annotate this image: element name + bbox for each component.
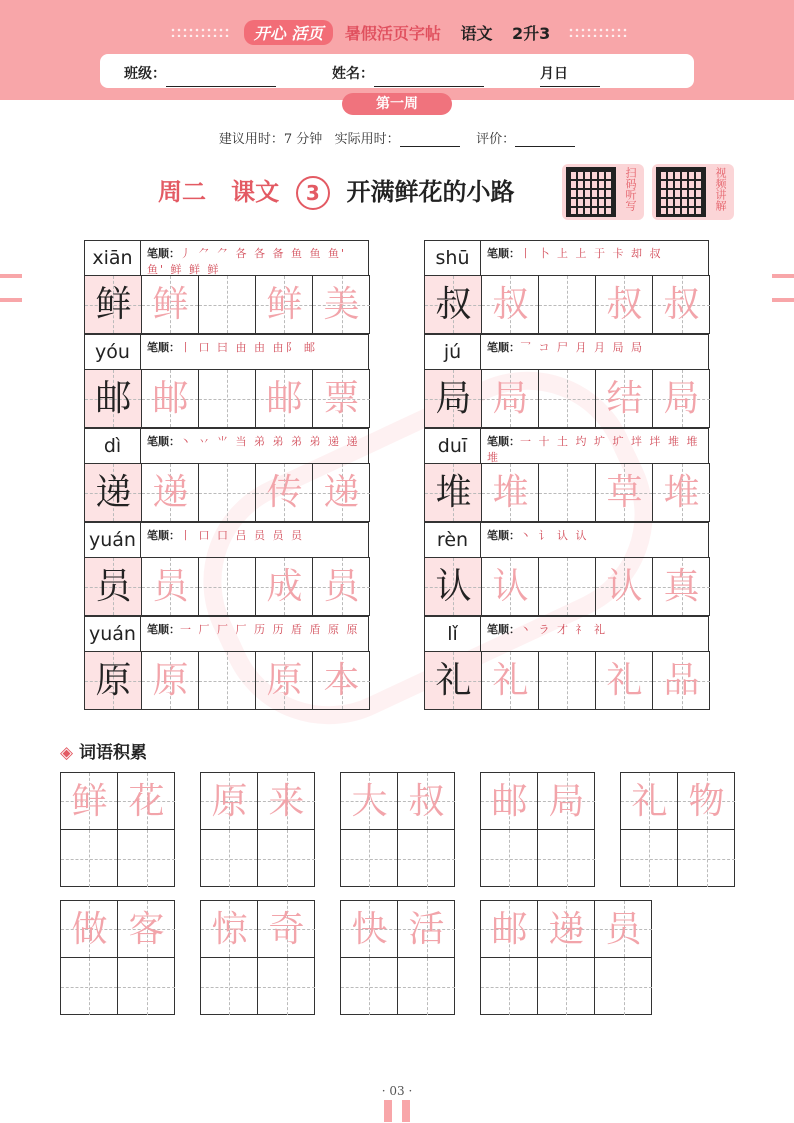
- evaluation-line[interactable]: [515, 132, 575, 147]
- vocab-trace-cell[interactable]: [201, 773, 258, 830]
- model-char: 局: [435, 378, 472, 419]
- lesson-day: 周二: [158, 178, 206, 206]
- stroke-order-cell: [480, 334, 709, 370]
- practice-cell[interactable]: [256, 276, 313, 333]
- stroke-sequence: 丨 口 口 吕 员 员 员: [180, 529, 304, 542]
- trace-char: 叔: [606, 284, 643, 325]
- vocab-blank-cell[interactable]: [678, 830, 735, 887]
- practice-cell[interactable]: [313, 464, 370, 521]
- trace-char: [199, 558, 256, 615]
- practice-row: [84, 463, 370, 522]
- model-char-cell: [85, 464, 142, 521]
- practice-cell[interactable]: [199, 652, 256, 709]
- qr-dictation[interactable]: [562, 164, 644, 220]
- stroke-order-label: 笔顺：: [487, 529, 520, 542]
- trace-char: 递: [152, 472, 189, 513]
- time-line: [0, 128, 794, 147]
- trace-char: 票: [323, 378, 360, 419]
- vocab-trace-cell[interactable]: [258, 773, 315, 830]
- trace-char: [199, 464, 256, 521]
- vocab-trace-char: 员: [605, 909, 642, 950]
- trace-char: 堆: [663, 472, 700, 513]
- stroke-sequence: 一 十 土 圴 圹 圹 坢 坢 堆 堆 堆: [487, 435, 700, 464]
- brand-logo: 开心 活页: [244, 20, 334, 45]
- stroke-sequence: 丶 ラ 才 礻 礼: [520, 623, 607, 636]
- month-label: 月: [540, 66, 554, 82]
- vocab-blank-cell[interactable]: [61, 830, 118, 887]
- practice-cell[interactable]: [482, 464, 539, 521]
- vocab-word-grid: [620, 772, 735, 887]
- vocab-trace-cell[interactable]: [61, 901, 118, 958]
- stroke-order-label: 笔顺：: [487, 435, 520, 448]
- practice-cell[interactable]: [142, 276, 199, 333]
- vocab-trace-char: 惊: [211, 909, 248, 950]
- vocab-trace-cell[interactable]: [61, 773, 118, 830]
- vocab-trace-cell[interactable]: [595, 901, 652, 958]
- stroke-order-label: 笔顺：: [487, 623, 520, 636]
- vocab-blank-cell[interactable]: [118, 830, 175, 887]
- vocab-trace-char: 邮: [491, 781, 528, 822]
- trace-char: 局: [663, 378, 700, 419]
- trace-char: [539, 558, 596, 615]
- practice-cell[interactable]: [653, 276, 710, 333]
- model-char: 邮: [95, 378, 132, 419]
- side-mark-left-1: [0, 274, 22, 278]
- vocab-trace-cell[interactable]: [621, 773, 678, 830]
- qr-code-icon[interactable]: [566, 167, 616, 217]
- vocab-blank-cell[interactable]: [201, 958, 258, 1015]
- practice-cell[interactable]: [482, 652, 539, 709]
- pinyin-cell: yuán: [84, 616, 141, 652]
- model-char-cell: [425, 652, 482, 709]
- stroke-order-label: 笔顺：: [487, 247, 520, 260]
- practice-cell[interactable]: [653, 370, 710, 427]
- trace-char: 真: [663, 566, 700, 607]
- practice-cell[interactable]: [199, 370, 256, 427]
- practice-cell[interactable]: [653, 464, 710, 521]
- vocab-word-grid: [60, 900, 175, 1015]
- practice-cell[interactable]: [596, 464, 653, 521]
- model-char: 礼: [435, 660, 472, 701]
- practice-row: [84, 275, 370, 334]
- trace-char: 草: [606, 472, 643, 513]
- qr-dictation-label: 扫码听写: [624, 167, 637, 211]
- qr-video-label: 视频讲解: [714, 167, 727, 211]
- model-char-cell: [425, 464, 482, 521]
- vocab-trace-cell[interactable]: [678, 773, 735, 830]
- actual-time-label: 实际用时：: [334, 132, 400, 147]
- practice-cell[interactable]: [256, 464, 313, 521]
- pinyin-cell: lǐ: [424, 616, 481, 652]
- vocab-word-grid: [340, 772, 455, 887]
- stroke-sequence: 丨 卜 上 上 于 卡 却 叔: [520, 247, 663, 260]
- practice-cell[interactable]: [199, 464, 256, 521]
- stroke-order-cell: [140, 616, 369, 652]
- vocab-blank-cell[interactable]: [61, 958, 118, 1015]
- practice-cell[interactable]: [142, 558, 199, 615]
- trace-char: 原: [266, 660, 303, 701]
- trace-char: [199, 370, 256, 427]
- vocab-blank-cell[interactable]: [341, 830, 398, 887]
- vocab-blank-cell[interactable]: [201, 830, 258, 887]
- vocab-trace-cell[interactable]: [538, 773, 595, 830]
- page-number: · 03 ·: [381, 1084, 413, 1098]
- vocab-trace-char: 物: [688, 781, 725, 822]
- vocab-trace-char: 礼: [631, 781, 668, 822]
- trace-char: 认: [606, 566, 643, 607]
- page-bar-left: [384, 1100, 392, 1122]
- practice-cell[interactable]: [142, 464, 199, 521]
- trace-char: 邮: [152, 378, 189, 419]
- trace-char: 礼: [492, 660, 529, 701]
- trace-char: 递: [323, 472, 360, 513]
- stroke-order-cell: [140, 522, 369, 558]
- vocab-blank-cell[interactable]: [341, 958, 398, 1015]
- trace-char: 本: [323, 660, 360, 701]
- vocab-blank-cell[interactable]: [118, 958, 175, 1015]
- name-label: 姓名：: [332, 66, 374, 82]
- stroke-order-cell: [480, 240, 709, 276]
- vocab-word-grid: [480, 772, 595, 887]
- practice-cell[interactable]: [539, 558, 596, 615]
- trace-char: [539, 652, 596, 709]
- pinyin-cell: shū: [424, 240, 481, 276]
- lesson-title: 开满鲜花的小路: [346, 178, 515, 206]
- class-field[interactable]: [124, 63, 166, 83]
- day-input-line[interactable]: [554, 72, 600, 87]
- vocab-blank-cell[interactable]: [595, 958, 652, 1015]
- stroke-sequence: 丨 口 曰 由 由 由阝 邮: [180, 341, 317, 354]
- model-char-cell: [85, 276, 142, 333]
- vocab-trace-char: 原: [211, 781, 248, 822]
- practice-cell[interactable]: [142, 652, 199, 709]
- vocab-blank-cell[interactable]: [481, 958, 538, 1015]
- vocab-word-grid: [480, 900, 652, 1015]
- practice-cell[interactable]: [313, 370, 370, 427]
- vocab-trace-cell[interactable]: [538, 901, 595, 958]
- trace-char: 成: [266, 566, 303, 607]
- stroke-order-label: 笔顺：: [147, 435, 180, 448]
- trace-char: 美: [323, 284, 360, 325]
- trace-char: 邮: [266, 378, 303, 419]
- trace-char: 认: [492, 566, 529, 607]
- trace-char: 品: [663, 660, 700, 701]
- practice-cell[interactable]: [482, 558, 539, 615]
- practice-row: [84, 369, 370, 428]
- practice-cell[interactable]: [313, 558, 370, 615]
- stroke-order-label: 笔顺：: [487, 341, 520, 354]
- pinyin-cell: jú: [424, 334, 481, 370]
- vocab-word-grid: [200, 900, 315, 1015]
- practice-cell[interactable]: [313, 652, 370, 709]
- lesson-kind: 课文: [231, 178, 280, 206]
- practice-cell[interactable]: [142, 370, 199, 427]
- trace-char: [539, 276, 596, 333]
- qr-code-icon[interactable]: [656, 167, 706, 217]
- vocab-blank-cell[interactable]: [398, 830, 455, 887]
- practice-row: [424, 463, 710, 522]
- practice-cell[interactable]: [482, 276, 539, 333]
- model-char: 员: [95, 566, 132, 607]
- evaluation-label: 评价：: [476, 132, 516, 147]
- pinyin-cell: dì: [84, 428, 141, 464]
- vocab-trace-char: 邮: [491, 909, 528, 950]
- vocab-word-grid: [340, 900, 455, 1015]
- practice-cell[interactable]: [539, 276, 596, 333]
- vocab-title: 词语积累: [79, 743, 147, 763]
- model-char-cell: [85, 558, 142, 615]
- model-char: 堆: [435, 472, 472, 513]
- vocab-trace-char: 局: [548, 781, 585, 822]
- pinyin-cell: rèn: [424, 522, 481, 558]
- stroke-order-cell: [480, 522, 709, 558]
- practice-cell[interactable]: [596, 370, 653, 427]
- stroke-order-cell: [480, 616, 709, 652]
- subject: 语文: [460, 24, 493, 43]
- model-char-cell: [85, 370, 142, 427]
- stroke-order-cell: [480, 428, 709, 464]
- stroke-order-label: 笔顺：: [147, 529, 180, 542]
- trace-char: 员: [152, 566, 189, 607]
- practice-row: [84, 651, 370, 710]
- day-label: 日: [554, 66, 568, 82]
- trace-char: 鲜: [266, 284, 303, 325]
- model-char-cell: [425, 558, 482, 615]
- trace-char: [199, 276, 256, 333]
- trace-char: 叔: [492, 284, 529, 325]
- vocab-trace-char: 鲜: [71, 781, 108, 822]
- model-char-cell: [425, 370, 482, 427]
- practice-cell[interactable]: [256, 370, 313, 427]
- practice-cell[interactable]: [653, 558, 710, 615]
- model-char: 递: [95, 472, 132, 513]
- practice-cell[interactable]: [256, 558, 313, 615]
- practice-row: [424, 275, 710, 334]
- trace-char: 员: [323, 566, 360, 607]
- model-char: 鲜: [95, 284, 132, 325]
- vocab-trace-cell[interactable]: [481, 773, 538, 830]
- model-char: 叔: [435, 284, 472, 325]
- model-char: 认: [435, 566, 472, 607]
- practice-cell[interactable]: [539, 370, 596, 427]
- model-char-cell: [425, 276, 482, 333]
- stroke-order-cell: [140, 240, 369, 276]
- practice-row: [424, 651, 710, 710]
- diamond-icon: ◈: [60, 743, 74, 763]
- stroke-sequence: 丶 丷 ⺌ 当 弟 弟 弟 弟 递 递: [180, 435, 360, 448]
- trace-char: [539, 464, 596, 521]
- vocab-heading: [60, 738, 147, 763]
- vocab-trace-char: 活: [408, 909, 445, 950]
- trace-char: 原: [152, 660, 189, 701]
- pinyin-cell: yuán: [84, 522, 141, 558]
- qr-video[interactable]: [652, 164, 734, 220]
- trace-char: 礼: [606, 660, 643, 701]
- class-label: 班级：: [124, 66, 166, 82]
- trace-char: 鲜: [152, 284, 189, 325]
- vocab-trace-char: 大: [351, 781, 388, 822]
- vocab-trace-cell[interactable]: [398, 901, 455, 958]
- vocab-blank-cell[interactable]: [258, 830, 315, 887]
- stroke-order-cell: [140, 428, 369, 464]
- actual-time-line[interactable]: [400, 132, 460, 147]
- series-title: 暑假活页字帖: [344, 24, 441, 43]
- vocab-trace-cell[interactable]: [201, 901, 258, 958]
- pinyin-cell: xiān: [84, 240, 141, 276]
- stroke-sequence: 丿 ⺈ ⺈ 各 各 备 鱼 鱼 鱼' 鱼' 鲜 鲜 鲜: [147, 247, 346, 276]
- class-input-line[interactable]: [166, 72, 276, 87]
- trace-char: 传: [266, 472, 303, 513]
- stroke-sequence: 乛 コ 尸 月 月 局 局: [520, 341, 644, 354]
- practice-row: [424, 369, 710, 428]
- stroke-sequence: 一 厂 厂 厂 历 历 盾 盾 原 原: [180, 623, 360, 636]
- vocab-blank-cell[interactable]: [538, 958, 595, 1015]
- practice-row: [424, 557, 710, 616]
- vocab-blank-cell[interactable]: [258, 958, 315, 1015]
- vocab-trace-char: 来: [268, 781, 305, 822]
- vocab-blank-cell[interactable]: [481, 830, 538, 887]
- trace-char: 叔: [663, 284, 700, 325]
- practice-cell[interactable]: [199, 558, 256, 615]
- date-field[interactable]: [540, 63, 568, 83]
- vocab-trace-char: 奇: [268, 909, 305, 950]
- practice-cell[interactable]: [596, 558, 653, 615]
- practice-cell[interactable]: [539, 652, 596, 709]
- vocab-word-grid: [200, 772, 315, 887]
- lesson-number: 3: [296, 176, 330, 210]
- name-input-line[interactable]: [374, 72, 484, 87]
- practice-cell[interactable]: [313, 276, 370, 333]
- trace-char: 局: [492, 378, 529, 419]
- vocab-trace-cell[interactable]: [258, 901, 315, 958]
- practice-cell[interactable]: [199, 276, 256, 333]
- vocab-trace-cell[interactable]: [118, 901, 175, 958]
- vocab-blank-cell[interactable]: [398, 958, 455, 1015]
- practice-cell[interactable]: [596, 652, 653, 709]
- vocab-trace-cell[interactable]: [341, 773, 398, 830]
- side-mark-right-2: [772, 298, 794, 302]
- stroke-sequence: 丶 讠 认 认: [520, 529, 589, 542]
- trace-char: [199, 652, 256, 709]
- stroke-order-label: 笔顺：: [147, 341, 180, 354]
- lesson-heading: [158, 172, 515, 210]
- vocab-trace-cell[interactable]: [118, 773, 175, 830]
- practice-cell[interactable]: [653, 652, 710, 709]
- vocab-trace-cell[interactable]: [481, 901, 538, 958]
- practice-cell[interactable]: [539, 464, 596, 521]
- practice-row: [84, 557, 370, 616]
- practice-cell[interactable]: [256, 652, 313, 709]
- stroke-order-label: 笔顺：: [147, 623, 180, 636]
- pinyin-cell: duī: [424, 428, 481, 464]
- week-badge: 第一周: [342, 93, 452, 115]
- side-mark-left-2: [0, 298, 22, 302]
- vocab-trace-char: 叔: [408, 781, 445, 822]
- vocab-trace-char: 花: [128, 781, 165, 822]
- page-bar-right: [402, 1100, 410, 1122]
- vocab-blank-cell[interactable]: [621, 830, 678, 887]
- model-char: 原: [95, 660, 132, 701]
- grade: 2升3: [512, 24, 551, 43]
- trace-char: 结: [606, 378, 643, 419]
- trace-char: 堆: [492, 472, 529, 513]
- practice-cell[interactable]: [596, 276, 653, 333]
- vocab-trace-char: 快: [351, 909, 388, 950]
- name-field[interactable]: [332, 63, 374, 83]
- pinyin-cell: yóu: [84, 334, 141, 370]
- model-char-cell: [85, 652, 142, 709]
- suggested-time: 建议用时：7 分钟: [218, 132, 323, 147]
- brand-line: [0, 20, 794, 45]
- student-info-bar: [100, 54, 694, 88]
- vocab-trace-cell[interactable]: [341, 901, 398, 958]
- stroke-order-label: 笔顺：: [147, 247, 180, 260]
- vocab-trace-char: 做: [71, 909, 108, 950]
- stroke-order-cell: [140, 334, 369, 370]
- vocab-blank-cell[interactable]: [538, 830, 595, 887]
- vocab-trace-char: 递: [548, 909, 585, 950]
- vocab-word-grid: [60, 772, 175, 887]
- practice-cell[interactable]: [482, 370, 539, 427]
- trace-char: [539, 370, 596, 427]
- vocab-trace-char: 客: [128, 909, 165, 950]
- side-mark-right-1: [772, 274, 794, 278]
- vocab-trace-cell[interactable]: [398, 773, 455, 830]
